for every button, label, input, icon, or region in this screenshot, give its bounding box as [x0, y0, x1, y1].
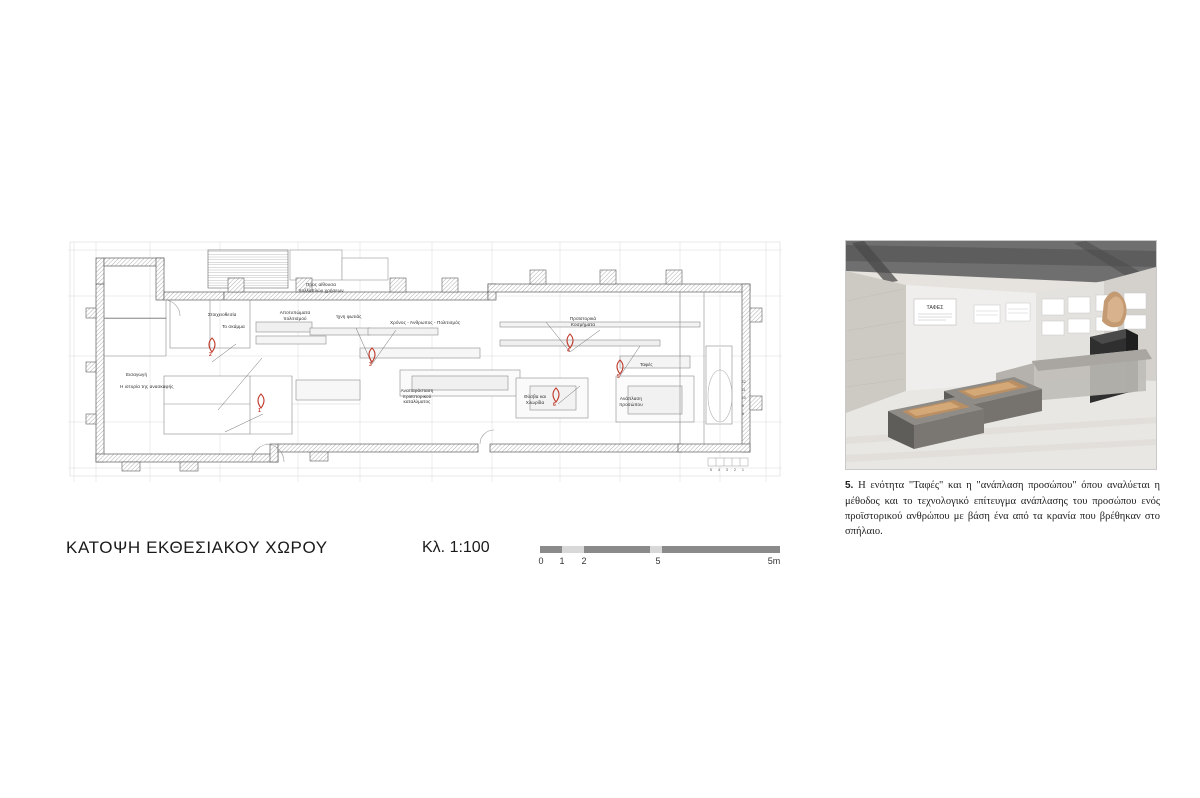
floor-plan-drawing — [60, 236, 790, 486]
ruler-number-1: 1 — [742, 468, 744, 472]
ruler-number-4: 4 — [718, 468, 720, 472]
plan-interior-elements — [104, 292, 732, 444]
plan-marker-1[interactable]: 1 — [258, 408, 261, 414]
plan-marker-3[interactable]: 3 — [369, 362, 372, 368]
plan-label-introduction: Εισαγωγή — [126, 372, 148, 377]
plan-marker-4[interactable]: 4 — [567, 348, 570, 354]
scale-seg-5-5m — [662, 546, 780, 553]
plan-marker-2[interactable]: 2 — [209, 352, 212, 358]
stair-hatch-upper — [208, 250, 288, 288]
floor-plan-svg — [60, 236, 790, 486]
scale-seg-gap — [650, 546, 662, 553]
render-wall-sign-title: ΤΑΦΕΣ — [926, 305, 944, 311]
scale-bar-segments — [540, 546, 780, 553]
render-caption — [845, 478, 1160, 539]
vruler-number-10: 10 — [742, 396, 746, 400]
plan-label-typesetting: Στοιχειοθεσία — [208, 312, 237, 317]
exhibition-render-image — [845, 240, 1157, 470]
plan-label-prehistoric-dwelling-reconstruction: Αναπαράσταση προϊστορικού καταλύματος — [400, 388, 434, 405]
plan-label-excavation-history: Η ιστορία της ανασκαφής — [120, 384, 174, 389]
plan-label-to-multipurpose-hall: Προς αίθουσα πολλαπλών χρήσεων — [298, 282, 344, 293]
plan-label-the-excavation-pit: Το σκάμμα — [222, 324, 245, 329]
plan-marker-6[interactable]: 6 — [553, 402, 556, 408]
scale-tick-5: 5 — [655, 556, 661, 566]
scale-seg-0-1 — [540, 546, 562, 553]
ruler-number-5: 5 — [710, 468, 712, 472]
render-caption-text: Η ενότητα "Ταφές" και η "ανάπλαση προσώπου" όπου αναλύεται η μέθοδος και το τεχνολογικό επίτευγμα ανάπλασης του προσώπου ενός προϊστορικού ανθρώπου με βάση ένα από τα κρανία που βρέθηκαν στο σπήλαιο. — [845, 480, 1161, 537]
plan-label-burials: Ταφές — [640, 362, 653, 367]
scale-bar — [540, 546, 780, 574]
upper-room-a — [290, 250, 342, 280]
plan-marker-5[interactable]: 5 — [617, 374, 620, 380]
ruler-number-2: 2 — [734, 468, 736, 472]
plan-label-fauna-flora: Θύσβα και Χλωρίδα — [523, 394, 547, 405]
plan-label-culture-imprints: Αποτυπώματα πολιτισμού — [279, 310, 311, 321]
scale-tick-5m: 5m — [767, 556, 781, 566]
ruler-number-3: 3 — [726, 468, 728, 472]
plan-title: ΚΑΤΟΨΗ ΕΚΘΕΣΙΑΚΟΥ ΧΩΡΟΥ — [66, 538, 328, 557]
plan-bottom-ruler — [708, 458, 748, 466]
plan-label-fire-traces: Ίχνη φωτιάς — [336, 314, 362, 319]
plan-label-prehistoric-jewellery: Προϊστορικά Κοσμήματα — [569, 316, 597, 327]
render-svg — [846, 241, 1156, 469]
vruler-number-11: 11 — [742, 388, 746, 392]
plan-label-face-reconstruction: Ανάπλαση προσώπου — [619, 396, 643, 407]
plan-scale-label: Κλ. 1:100 — [422, 539, 490, 556]
scale-tick-0: 0 — [538, 556, 544, 566]
upper-room-b — [342, 258, 388, 280]
scale-tick-2: 2 — [581, 556, 587, 566]
plan-label-time-man-culture: Χρόνος - Άνθρωπος - Πολιτισμός — [390, 320, 461, 325]
vruler-number-12: 12 — [742, 380, 746, 384]
scale-bar-ticks — [540, 556, 780, 570]
render-caption-number: 5. — [845, 480, 854, 491]
scale-seg-1-2 — [562, 546, 584, 553]
vruler-number-9: 9 — [742, 404, 744, 408]
scale-tick-1: 1 — [559, 556, 565, 566]
scale-seg-2-5 — [584, 546, 650, 553]
vruler-number-8: 8 — [742, 412, 744, 416]
